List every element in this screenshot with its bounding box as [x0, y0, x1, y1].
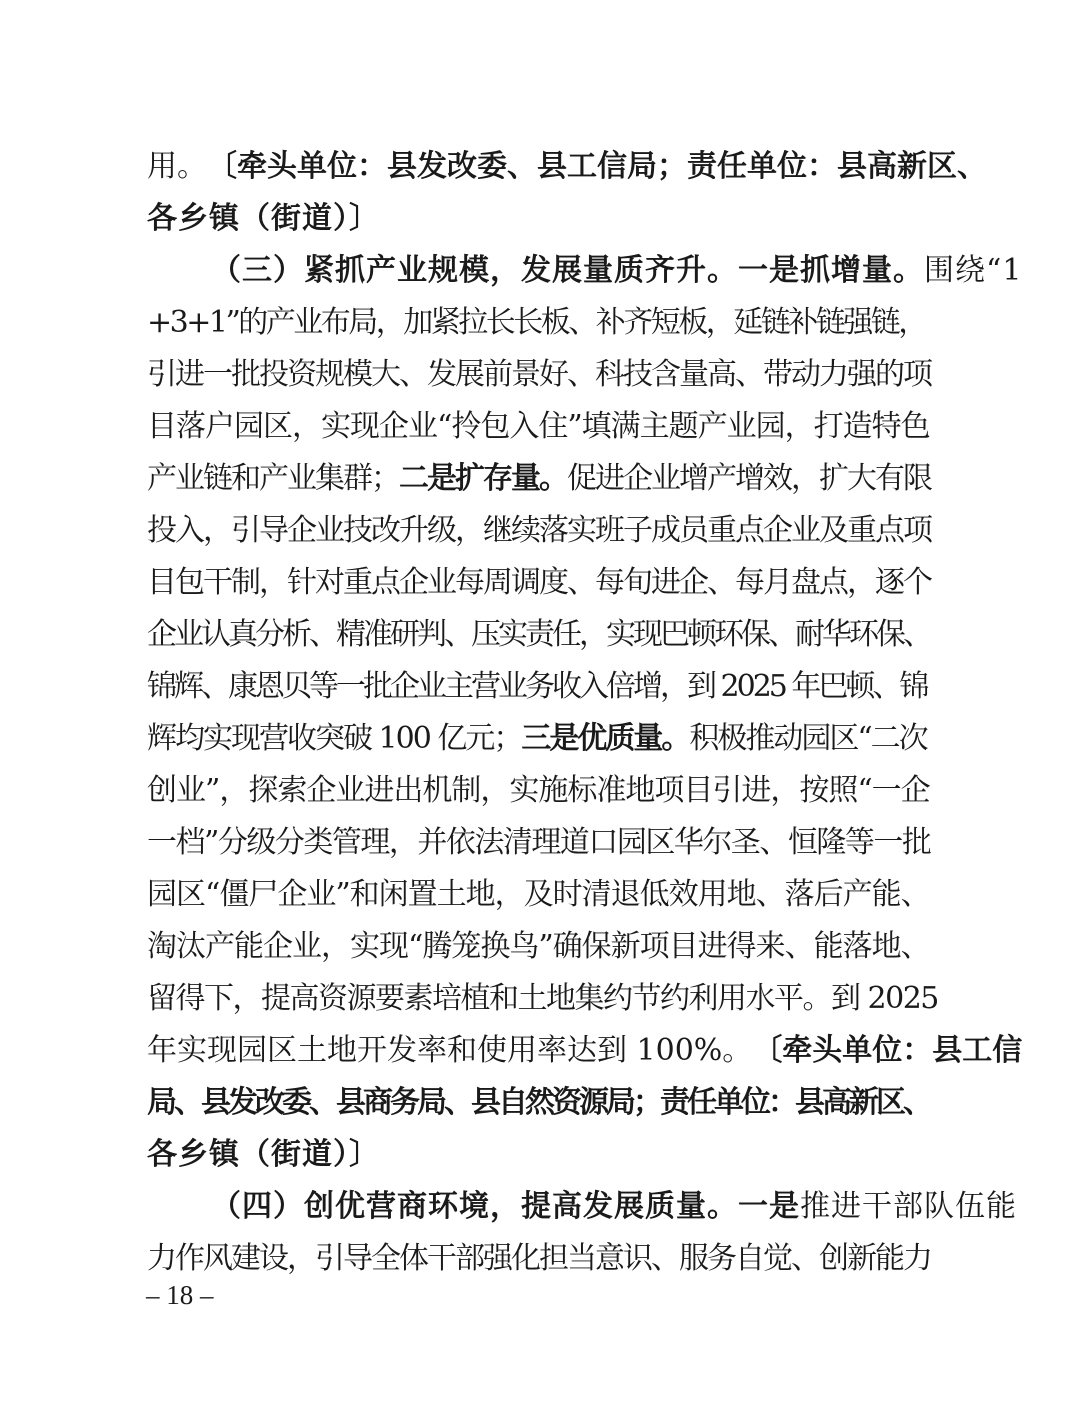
text-line-19 — [147, 1078, 930, 1128]
text-segment: 锦辉、康恩贝等一批企业主营业务收入倍增，到 2025 年巴顿、锦 — [147, 669, 927, 704]
text-segment-bold: （三）紧抓产业规模，发展量质齐升。一是抓增量。 — [211, 253, 924, 288]
text-line-18 — [147, 1026, 1023, 1076]
text-line-2 — [147, 194, 380, 244]
text-line-3 — [211, 246, 1023, 296]
text-line-17 — [147, 974, 938, 1024]
text-segment: 投入，引导企业技改升级，继续落实班子成员重点企业及重点项 — [147, 513, 931, 548]
text-segment: 淘汰产能企业，实现“腾笼换鸟”确保新项目进得来、能落地、 — [147, 929, 930, 964]
text-segment: 留得下，提高资源要素培植和土地集约节约利用水平。到 2025 — [147, 981, 938, 1016]
text-segment-bold: 局、县发改委、县商务局、县自然资源局；责任单位：县高新区、 — [147, 1085, 930, 1120]
text-line-14 — [147, 818, 930, 868]
text-line-13 — [147, 766, 930, 816]
text-line-5 — [147, 350, 931, 400]
text-segment-bold: 〔牵头单位：县发改委、县工信局；责任单位：县高新区、 — [207, 149, 987, 184]
text-segment: 积极推动园区“二次 — [689, 721, 927, 756]
text-segment: 目落户园区，实现企业“拎包入住”填满主题产业园，打造特色 — [147, 409, 930, 444]
text-segment: 力作风建设，引导全体干部强化担当意识、服务自觉、创新能力 — [147, 1241, 931, 1276]
text-line-4 — [147, 298, 926, 348]
text-line-16 — [147, 922, 930, 972]
text-segment: 园区“僵尸企业”和闲置土地，及时清退低效用地、落后产能、 — [147, 877, 930, 912]
text-line-15 — [147, 870, 930, 920]
text-segment-bold: （四）创优营商环境，提高发展质量。一是 — [211, 1189, 800, 1224]
text-segment: 创业”，探索企业进出机制，实施标准地项目引进，按照“一企 — [147, 773, 930, 808]
text-segment: 促进企业增产增效，扩大有限 — [567, 461, 931, 496]
text-segment: 企业认真分析、精准研判、压实责任，实现巴顿环保、耐华环保、 — [147, 617, 930, 652]
text-segment: 产业链和产业集群； — [147, 461, 399, 496]
text-segment-bold: 各乡镇（街道）〕 — [147, 201, 380, 236]
text-segment: 一档”分级分类管理，并依法清理道口园区华尔圣、恒隆等一批 — [147, 825, 931, 860]
text-segment-bold: 〔牵头单位：县工信 — [752, 1033, 1023, 1068]
text-line-7 — [147, 454, 931, 504]
text-segment-bold: 各乡镇（街道）〕 — [147, 1137, 380, 1172]
text-line-12 — [147, 714, 927, 764]
text-segment: 引进一批投资规模大、发展前景好、科技含量高、带动力强的项 — [147, 357, 931, 392]
text-segment: 围绕“1 — [924, 253, 1023, 288]
text-segment: 年实现园区土地开发率和使用率达到 100%。 — [147, 1033, 753, 1068]
text-segment: 目包干制，针对重点企业每周调度、每旬进企、每月盘点，逐个 — [147, 565, 931, 600]
text-line-1 — [147, 142, 987, 192]
text-segment-bold: 三是优质量。 — [521, 721, 690, 756]
page-number: – 18 – — [146, 1280, 214, 1310]
text-segment: 辉均实现营收突破 100 亿元； — [147, 721, 522, 756]
text-segment: 用。 — [147, 149, 207, 184]
text-segment: +3+1”的产业布局，加紧拉长长板、补齐短板，延链补链强链， — [147, 305, 926, 340]
text-line-9 — [147, 558, 931, 608]
text-line-8 — [147, 506, 931, 556]
text-line-20 — [147, 1130, 380, 1180]
text-line-22 — [147, 1234, 931, 1284]
text-line-6 — [147, 402, 930, 452]
text-segment: 推进干部队伍能 — [800, 1189, 1017, 1224]
text-line-11 — [147, 662, 926, 712]
text-line-10 — [147, 610, 930, 660]
text-segment-bold: 二是扩存量。 — [399, 461, 567, 496]
text-line-21 — [211, 1182, 1017, 1232]
